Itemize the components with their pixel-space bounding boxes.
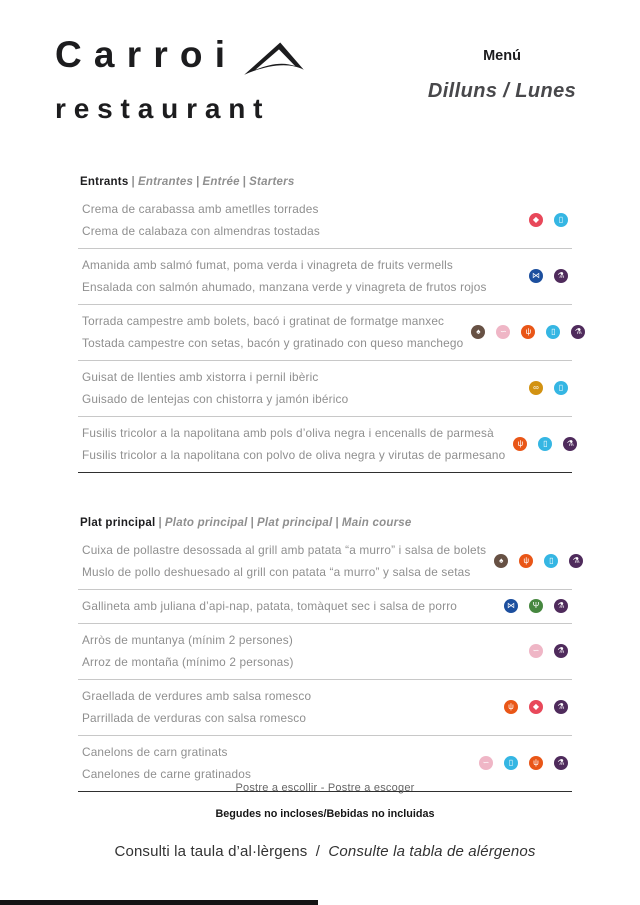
section-title-separator: |: [196, 176, 200, 188]
gluten-allergen-icon: [529, 756, 543, 770]
dish-row: [78, 361, 572, 417]
gluten-glyph: ψ: [508, 702, 514, 711]
sulphites-allergen-icon: [554, 599, 568, 613]
allergen-icons: [494, 554, 585, 568]
dish-name-spanish: Canelones de carne gratinados: [82, 767, 252, 781]
dish-name-catalan: Fusilis tricolor a la napolitana amb pols d’oliva negra i encenalls de parmesà: [82, 426, 494, 440]
sulphites-allergen-icon: [554, 269, 568, 283]
milk-allergen-icon: [544, 554, 558, 568]
dish-name-catalan: Canelons de carn gratinats: [82, 745, 228, 759]
milk-allergen-icon: [554, 213, 568, 227]
menu-header: [392, 48, 612, 103]
allergen-icons: [504, 700, 570, 714]
day-of-week-label: Dilluns / Lunes: [427, 80, 577, 102]
sulphites-allergen-icon: [554, 756, 568, 770]
dish-name-spanish: Tostada campestre con setas, bacón y gratinado con queso manchego: [82, 336, 464, 350]
sulphites-allergen-icon: [554, 700, 568, 714]
sulphites-glyph: ⚗: [557, 271, 565, 280]
section-title-translation: Main course: [341, 517, 412, 529]
section-title-primary: Entrants: [80, 176, 129, 188]
dish-row: [78, 534, 580, 590]
milk-glyph: ▯: [543, 439, 548, 448]
allergen-icons: [471, 325, 587, 339]
dish-name-spanish: Arroz de montaña (mínimo 2 personas): [82, 655, 294, 669]
dish-row: [78, 624, 572, 680]
crustaceans-allergen-icon: [479, 756, 493, 770]
gluten-glyph: ψ: [523, 556, 530, 565]
dish-row: [78, 417, 572, 473]
allergen-note-catalan: Consulti la taula d’al·lèrgens: [114, 843, 308, 860]
crustaceans-glyph: ∽: [500, 327, 507, 336]
menu-footer: [78, 782, 572, 860]
section-title-separator: |: [158, 517, 162, 529]
sulphites-glyph: ⚗: [557, 601, 565, 610]
section-title: [78, 176, 572, 188]
dish-text: [82, 198, 529, 242]
fish-allergen-icon: [504, 599, 518, 613]
section-title-separator: |: [242, 176, 247, 188]
section-title-translation: Entrantes: [137, 176, 194, 188]
allergen-icons: [529, 644, 570, 658]
celery-glyph: Ψ: [532, 601, 540, 610]
allergen-icons: [479, 756, 570, 770]
crustaceans-glyph: ∽: [482, 758, 490, 767]
dish-row: [78, 680, 572, 736]
gluten-allergen-icon: [513, 437, 527, 451]
mushroom-allergen-icon: [494, 554, 508, 568]
allergen-note-separator: /: [315, 843, 321, 860]
dish-name-catalan: Crema de carabassa amb ametlles torrades: [82, 202, 319, 216]
dish-name-catalan: Guisat de llenties amb xistorra i pernil ibèric: [82, 370, 319, 384]
gluten-glyph: ψ: [533, 758, 539, 767]
dish-text: [82, 422, 513, 466]
sulphites-allergen-icon: [554, 644, 568, 658]
dish-name-catalan: Graellada de verdures amb salsa romesco: [82, 689, 312, 703]
dish-name-spanish: Guisado de lentejas con chistorra y jamón ibérico: [82, 392, 349, 406]
section-title-separator: |: [250, 517, 255, 529]
dessert-note: Postre a escollir - Postre a escoger: [235, 782, 415, 794]
dish-row: [78, 590, 572, 624]
sulphites-allergen-icon: [571, 325, 585, 339]
sulphites-glyph: ⚗: [557, 758, 565, 767]
sulphites-glyph: ⚗: [557, 702, 565, 711]
gluten-allergen-icon: [521, 325, 535, 339]
allergen-icons: [513, 437, 579, 451]
fish-glyph: ⋈: [532, 271, 540, 280]
section-title-translation: Plato principal: [164, 517, 248, 529]
milk-glyph: ▯: [549, 556, 554, 565]
section-title: [78, 517, 572, 529]
brand-name: Carroi: [55, 34, 238, 75]
nuts-glyph: ◆: [532, 215, 540, 224]
page-edge-bar: [0, 900, 318, 905]
menu-content: [78, 176, 582, 792]
section-title-translation: Entrée: [202, 176, 240, 188]
milk-allergen-icon: [504, 756, 518, 770]
dish-name-catalan: Cuixa de pollastre desossada al grill amb patata “a murro” i salsa de bolets: [82, 543, 487, 557]
gluten-allergen-icon: [519, 554, 533, 568]
sulphites-glyph: ⚗: [557, 646, 565, 655]
restaurant-logo: [55, 36, 305, 123]
milk-glyph: ▯: [558, 383, 564, 392]
sulphites-glyph: ⚗: [574, 327, 582, 336]
brand-subname: restaurant: [55, 93, 271, 124]
drinks-note: Begudes no incloses/Bebidas no incluidas: [215, 808, 435, 820]
milk-glyph: ▯: [558, 215, 564, 224]
section-title-primary: Plat principal: [80, 517, 156, 529]
section-title-translation: Starters: [249, 176, 295, 188]
mushroom-glyph: ♠: [476, 327, 481, 336]
allergen-note-spanish: Consulte la tabla de alérgenos: [328, 843, 536, 860]
menu-section: [78, 176, 582, 473]
section-title-translation: Plat principal: [257, 517, 333, 529]
allergen-icons: [529, 381, 570, 395]
dish-name-catalan: Arròs de muntanya (mínim 2 persones): [82, 633, 293, 647]
dish-text: [82, 310, 471, 354]
fish-allergen-icon: [529, 269, 543, 283]
dish-name-spanish: Parrillada de verduras con salsa romesco: [82, 711, 307, 725]
dish-name-spanish: Fusilis tricolor a la napolitana con polvo de oliva negra y virutas de parmesano: [82, 448, 506, 462]
mountain-icon: [243, 38, 305, 83]
dish-row: [78, 193, 572, 249]
gluten-allergen-icon: [504, 700, 518, 714]
dish-row: [78, 305, 582, 361]
milk-glyph: ▯: [551, 327, 556, 336]
dish-name-catalan: Torrada campestre amb bolets, bacó i gratinat de formatge manxec: [82, 314, 445, 328]
allergen-icons: [504, 599, 570, 613]
milk-allergen-icon: [546, 325, 560, 339]
dish-text: [82, 685, 504, 729]
dish-name-catalan: Amanida amb salmó fumat, poma verda i vinagreta de fruits vermells: [82, 258, 453, 272]
milk-allergen-icon: [554, 381, 568, 395]
lupin-glyph: ∞: [533, 383, 539, 392]
menu-section: [78, 517, 580, 792]
dish-text: [82, 539, 494, 583]
mushroom-allergen-icon: [471, 325, 485, 339]
gluten-glyph: ψ: [517, 439, 524, 448]
dish-text: [82, 595, 504, 617]
crustaceans-glyph: ∽: [532, 646, 540, 655]
fish-glyph: ⋈: [507, 601, 515, 610]
celery-allergen-icon: [529, 599, 543, 613]
gluten-glyph: ψ: [525, 327, 532, 336]
nuts-allergen-icon: [529, 213, 543, 227]
dish-name-spanish: Crema de calabaza con almendras tostadas: [82, 224, 320, 238]
sulphites-glyph: ⚗: [566, 439, 574, 448]
mushroom-glyph: ♠: [499, 556, 504, 565]
dish-text: [82, 741, 479, 785]
menu-title: Menú: [483, 48, 521, 64]
dish-text: [82, 629, 529, 673]
sulphites-glyph: ⚗: [572, 556, 580, 565]
lupin-allergen-icon: [529, 381, 543, 395]
milk-glyph: ▯: [508, 758, 514, 767]
allergen-icons: [529, 213, 570, 227]
allergen-table-note: [78, 843, 572, 860]
sulphites-allergen-icon: [569, 554, 583, 568]
section-title-separator: |: [335, 517, 339, 529]
dish-name-spanish: Muslo de pollo deshuesado al grill con patata “a murro” y salsa de setas: [82, 565, 471, 579]
allergen-icons: [529, 269, 570, 283]
sulphites-allergen-icon: [563, 437, 577, 451]
dish-text: [82, 366, 529, 410]
dish-name-catalan: Gallineta amb juliana d’api-nap, patata, tomàquet sec i salsa de porro: [82, 599, 458, 613]
dish-row: [78, 249, 572, 305]
dish-name-spanish: Ensalada con salmón ahumado, manzana verde y vinagreta de frutos rojos: [82, 280, 487, 294]
crustaceans-allergen-icon: [529, 644, 543, 658]
nuts-allergen-icon: [529, 700, 543, 714]
dish-text: [82, 254, 529, 298]
nuts-glyph: ◆: [532, 702, 540, 711]
section-title-separator: |: [131, 176, 135, 188]
milk-allergen-icon: [538, 437, 552, 451]
crustaceans-allergen-icon: [496, 325, 510, 339]
